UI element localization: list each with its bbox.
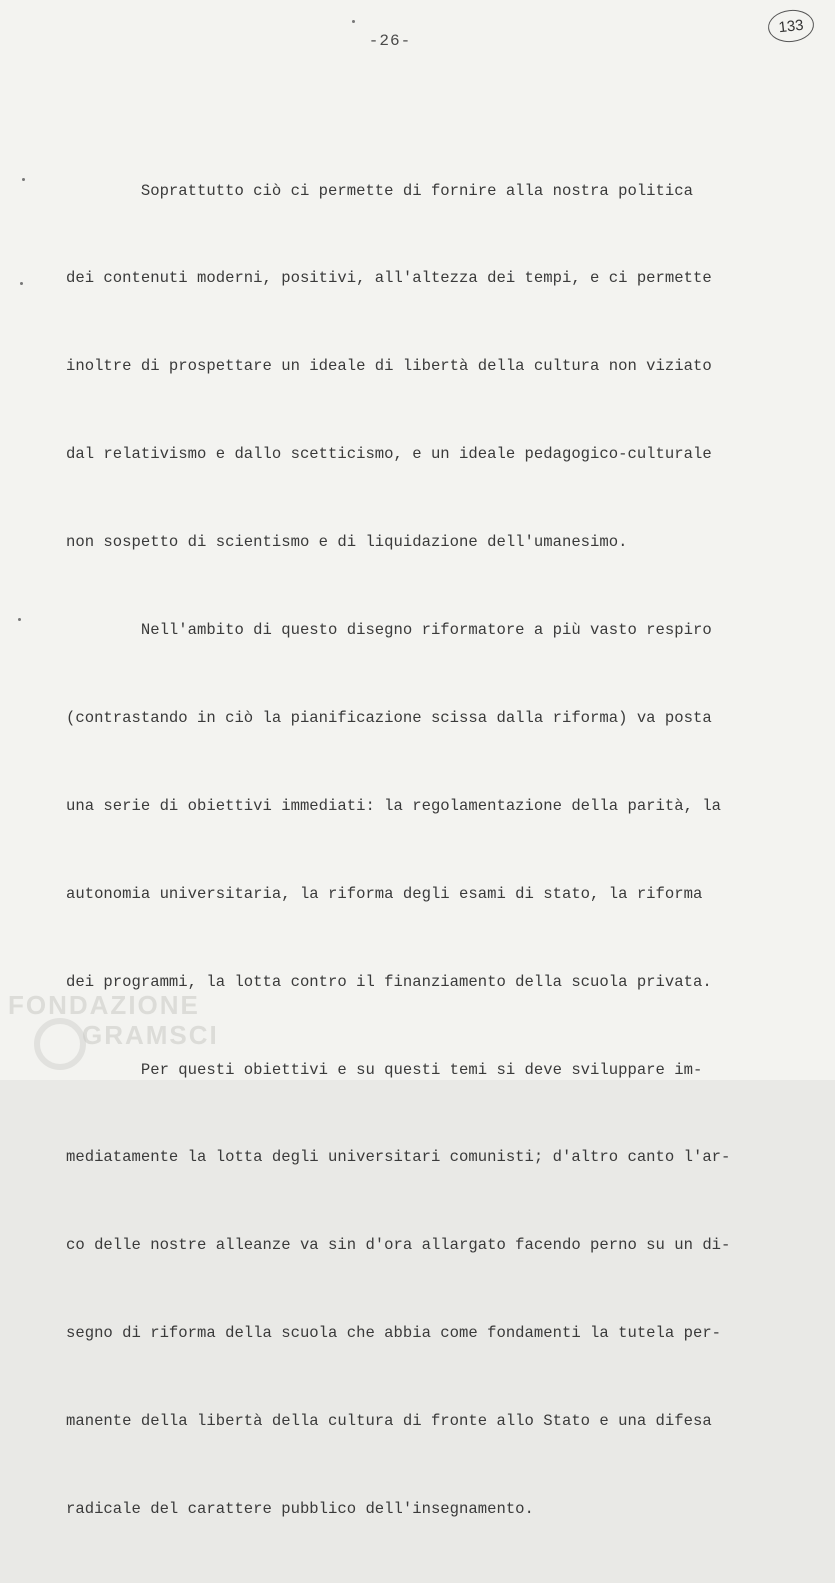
text-line: Nell'ambito di questo disegno riformatore a più vasto respiro [66,621,712,640]
text-line: dal relativismo e dallo scetticismo, e un ideale pedagogico-culturale [66,445,712,464]
text-line: Per questi obiettivi e su questi temi si deve sviluppare im- [66,1060,703,1079]
text-line: inoltre di prospettare un ideale di libertà della cultura non viziato [66,357,712,376]
binding-hole-mark [20,282,23,285]
binding-hole-mark [22,178,25,181]
text-line: non sospetto di scientismo e di liquidazione dell'umanesimo. [66,533,628,552]
text-line: segno di riforma della scuola che abbia come fondamenti la tutela per- [66,1324,722,1343]
text-line: manente della libertà della cultura di fronte allo Stato e una difesa [66,1412,712,1431]
text-line: una serie di obiettivi immediati: la regolamentazione della parità, la [66,796,722,815]
text-line: dei programmi, la lotta contro il finanziamento della scuola privata. [66,972,712,991]
binding-hole-mark [18,618,21,621]
text-line: dei contenuti moderni, positivi, all'altezza dei tempi, e ci permette [66,269,712,288]
text-line: (contrastando in ciò la pianificazione scissa dalla riforma) va posta [66,708,712,727]
archive-number: 133 [777,16,805,36]
text-line: Soprattutto ciò ci permette di fornire alla nostra politica [66,181,693,200]
typescript-body [66,118,766,1583]
watermark [8,990,219,1050]
text-line: radicale del carattere pubblico dell'insegnamento. [66,1499,534,1518]
page-number: -26- [368,32,412,50]
text-line: co delle nostre alleanze va sin d'ora allargato facendo perno su un di- [66,1236,731,1255]
watermark-line2: GRAMSCI [82,1020,219,1050]
text-line: autonomia universitaria, la riforma degli esami di stato, la riforma [66,884,703,903]
text-line: mediatamente la lotta degli universitari comunisti; d'altro canto l'ar- [66,1148,731,1167]
paper-speck [352,20,355,23]
watermark-line1: FONDAZIONE [8,990,200,1020]
